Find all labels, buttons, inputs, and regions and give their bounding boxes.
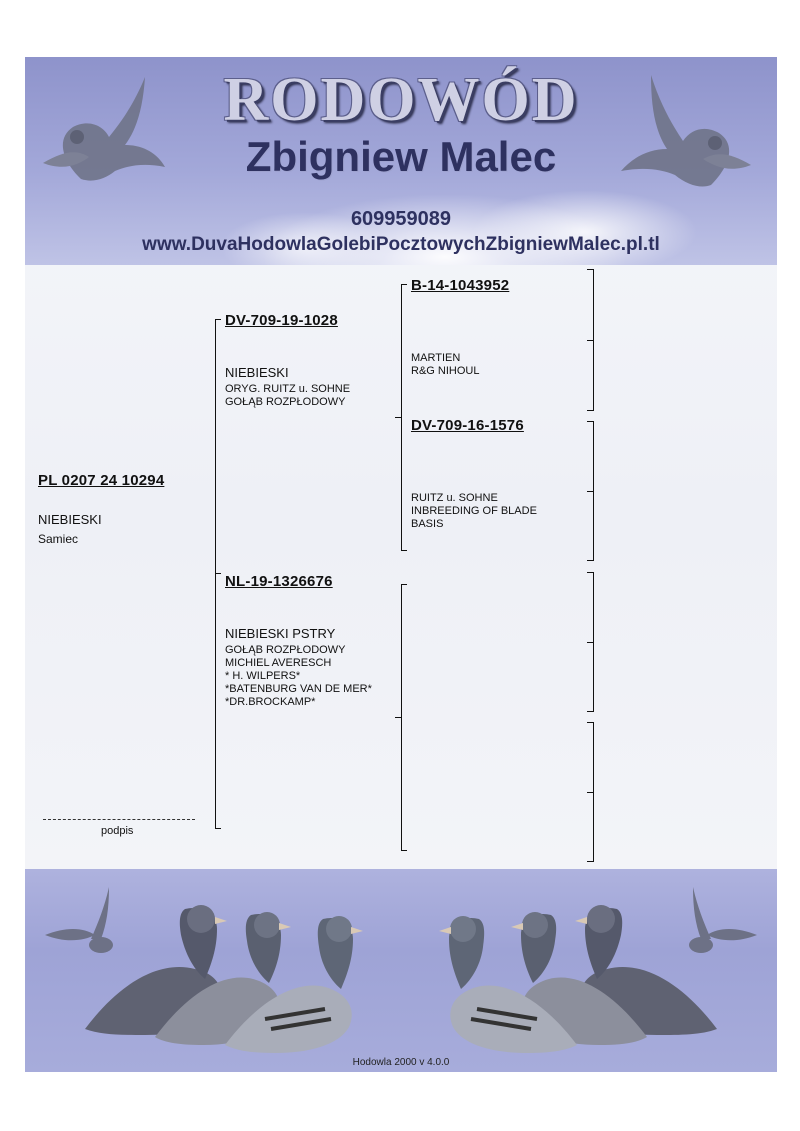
father-note-1: ORYG. RUITZ u. SOHNE — [225, 383, 351, 395]
bird-color: NIEBIESKI — [38, 512, 102, 527]
father-mother-note-2: INBREEDING OF BLADE — [411, 505, 537, 517]
ggp-bracket-3-bottom — [587, 711, 594, 712]
mother-note-1: GOŁĄB ROZPŁODOWY — [225, 644, 346, 656]
mother-note-4: *BATENBURG VAN DE MER* — [225, 683, 372, 695]
mother-ring-number: NL-19-1326676 — [225, 573, 333, 590]
ggp-bracket-3-top — [587, 572, 594, 573]
father-mother-note-1: RUITZ u. SOHNE — [411, 492, 498, 504]
father-ring-number: DV-709-19-1028 — [225, 312, 338, 329]
mother-parents-bracket-bottom — [401, 850, 407, 851]
ggp-bracket-4-bottom — [587, 861, 594, 862]
father-mother-note-3: BASIS — [411, 518, 444, 530]
father-mother-ring-number: DV-709-16-1576 — [411, 417, 524, 434]
ggp-bracket-4-mid — [587, 792, 594, 793]
breeder-phone: 609959089 — [350, 208, 452, 230]
ggp-bracket-1-mid — [587, 340, 594, 341]
ggp-bracket-2-mid — [587, 491, 594, 492]
parents-bracket-mid — [215, 573, 221, 574]
ggp-bracket-3-mid — [587, 642, 594, 643]
ggp-bracket-2-top — [587, 421, 594, 422]
mother-parents-bracket-mid — [395, 717, 402, 718]
father-parents-bracket-mid — [395, 417, 402, 418]
breeder-website[interactable]: www.DuvaHodowlaGolebiPocztowychZbigniewMalec.pl.tl — [142, 234, 660, 255]
software-version: Hodowla 2000 v 4.0.0 — [352, 1057, 450, 1068]
mother-parents-bracket-top — [401, 584, 407, 585]
father-father-note-2: R&G NIHOUL — [411, 365, 480, 377]
parents-bracket-vertical — [215, 319, 216, 829]
header-banner — [25, 57, 777, 265]
bird-ring-number: PL 0207 24 10294 — [38, 472, 165, 489]
signature-line — [43, 819, 195, 820]
father-parents-bracket-bottom — [401, 550, 407, 551]
mother-color: NIEBIESKI PSTRY — [225, 626, 336, 641]
pedigree-sheet — [25, 57, 777, 1072]
flying-pigeon-icon-footer-left — [45, 887, 113, 953]
mother-note-5: *DR.BROCKAMP* — [225, 696, 316, 708]
father-parents-bracket-top — [401, 284, 407, 285]
parents-bracket-bottom — [215, 828, 221, 829]
bird-sex: Samiec — [38, 532, 79, 546]
mother-note-2: MICHIEL AVERESCH — [225, 657, 332, 669]
father-father-ring-number: B-14-1043952 — [411, 277, 510, 294]
page-title: RODOWÓD — [223, 66, 579, 134]
ggp-bracket-1-top — [587, 269, 594, 270]
footer-banner — [25, 869, 777, 1072]
ggp-bracket-1-bottom — [587, 410, 594, 411]
flying-pigeon-icon-footer-right — [689, 887, 757, 953]
father-color: NIEBIESKI — [225, 365, 289, 380]
signature-label: podpis — [101, 825, 134, 837]
parents-bracket-top — [215, 319, 221, 320]
breeder-name: Zbigniew Malec — [245, 133, 557, 180]
mother-note-3: * H. WILPERS* — [225, 670, 301, 682]
ggp-bracket-2-bottom — [587, 560, 594, 561]
pigeon-group-illustration — [25, 869, 777, 1072]
father-note-2: GOŁĄB ROZPŁODOWY — [225, 396, 346, 408]
father-father-note-1: MARTIEN — [411, 352, 461, 364]
ggp-bracket-4-top — [587, 722, 594, 723]
